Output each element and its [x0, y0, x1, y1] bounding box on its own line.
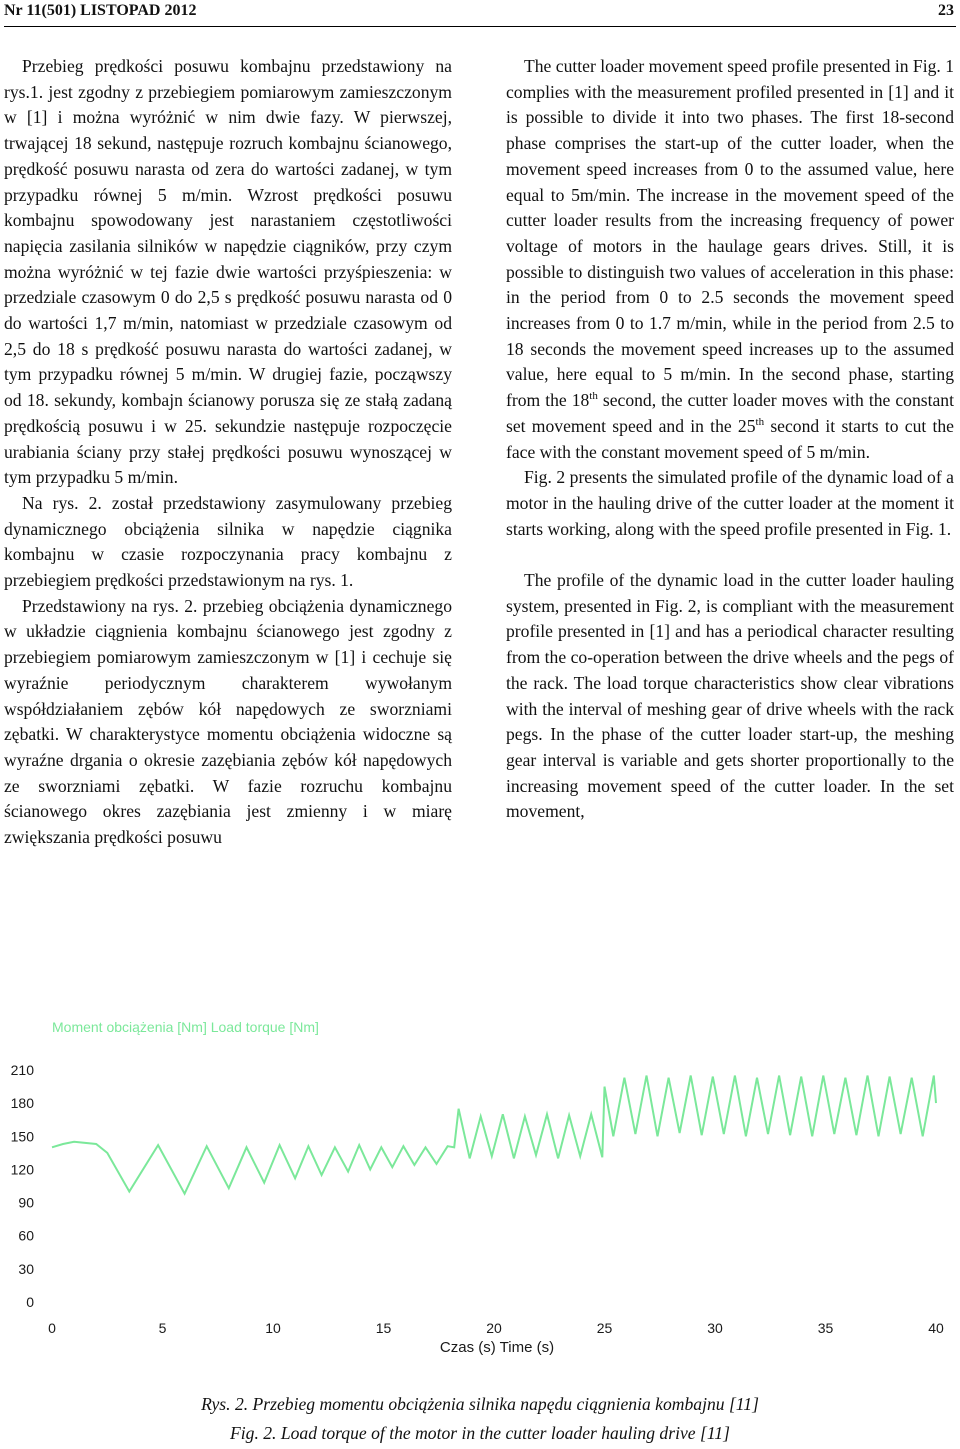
- paragraph-en-1-part-a: The cutter loader movement speed profile presented in Fig. 1 complies with the measurement profiled presented in [1] and it is possible to divide it into two phases. The first 18-second phase comprises the start-up of the cutter loader, when the movement speed increases from 0 to the assumed value, here equal to 5m/min. The increase in the movement speed of the cutter loader results from the increasing frequency of power voltage of motors in the haulage gears drives. Still, it is possible to distinguish two values of acceleration in this phase: in the period from 0 to 2.5 seconds the movement speed increases from 0 to 1.7 m/min, while in the period from 2.5 to 18 seconds the movement speed increases up to the assumed value, here equal to 5 m/min. In the second phase, starting from the 18: [506, 56, 954, 411]
- y-tick-label: 0: [26, 1294, 34, 1310]
- paragraph-pl-3: Przedstawiony na rys. 2. przebieg obciążenia dynamicznego w układzie ciągnienia kombajnu ścianowego jest zgodny z przebiegiem pomiarowym zamieszczonym w [1] i cechuje się wyraźnie periodycznym charakterem wywołanym współdziałaniem zębów kół napędowych ze sworzniami zębatki. W charakterystyce momentu obciążenia widoczne są wyraźne drgania o okresie zazębiania zębów kół napędowych ze sworzniami zębatki. W fazie rozruchu kombajnu ścianowego okres zazębiania jest zmienny i w miarę zwiększania prędkości posuwu: [4, 595, 452, 848]
- y-tick-label: 120: [10, 1161, 34, 1178]
- polish-text-column: [4, 54, 452, 851]
- x-tick-label: 0: [48, 1320, 56, 1336]
- y-tick-label: 90: [18, 1194, 34, 1211]
- chart-legend: Moment obciążenia [Nm] Load torque [Nm]: [52, 1019, 319, 1035]
- y-tick-label: 150: [10, 1128, 34, 1145]
- x-tick-label: 20: [486, 1320, 502, 1336]
- paragraph-en-1: [506, 54, 954, 465]
- y-tick-label: 210: [10, 1062, 34, 1078]
- y-tick-label: 60: [18, 1227, 34, 1244]
- page-number: 23: [938, 2, 954, 19]
- figure-caption-english: Fig. 2. Load torque of the motor in the cutter loader hauling drive [11]: [230, 1423, 730, 1443]
- y-axis-ticks: [11, 1062, 35, 1310]
- paragraph-pl-2: Na rys. 2. został przedstawiony zasymulowany przebieg dynamicznego obciążenia silnika w napędzie ciągnika kombajnu w czasie rozpoczynania pracy kombajnu z przebiegiem prędkości przedstawionym na rys. 1.: [4, 492, 452, 591]
- english-text-column: [506, 54, 954, 825]
- x-axis-ticks: [48, 1320, 944, 1336]
- x-axis-label: Czas (s) Time (s): [439, 1339, 555, 1356]
- paragraph-pl-1: Przebieg prędkości posuwu kombajnu przedstawiony na rys.1. jest zgodny z przebiegiem pomiarowym zamieszczonym w [1] i można wyróżnić w nim dwie fazy. W pierwszej, trwającej 18 sekund, następuje rozruch kombajnu ścianowego, prędkość posuwu narasta od zera do wartości zadanej, w tym przypadku równej 5 m/min. Wzrost prędkości posuwu kombajnu spowodowany jest narastaniem częstotliwości napięcia zasilania silników w napędzie ciągników, przy czym można wyróżnić w tej fazie dwie wartości przyśpieszenia: w przedziale czasowym 0 do 2,5 s prędkość posuwu narasta od 0 do wartości 1,7 m/min, natomiast w przedziale czasowym od 2,5 do 18 s prędkość posuwu narasta do wartości zadanej, w tym przypadku równej 5 m/min. W drugiej fazie, począwszy od 18. sekundy, kombajn ścianowy porusza się ze stałą zadaną prędkością posuwu i w 25. sekundzie następuje rozpoczęcie urabiania ściany przy stałej prędkości posuwu wynoszącej w tym przypadku 5 m/min.: [4, 56, 452, 488]
- paragraph-en-1-part-b: second, the cutter loader moves with the constant set movement speed and in the 25: [506, 390, 954, 436]
- x-tick-label: 40: [928, 1320, 944, 1336]
- load-torque-figure: [0, 1000, 960, 1370]
- figure-caption-polish: Rys. 2. Przebieg momentu obciążenia silnika napędu ciągnienia kombajnu [11]: [201, 1394, 759, 1414]
- paragraph-en-1-part-c: second it starts to cut the face with the constant movement speed of 5 m/min.: [506, 415, 954, 462]
- load-torque-chart: [0, 1000, 960, 1370]
- x-tick-label: 5: [158, 1320, 167, 1336]
- superscript-th-1: th: [589, 390, 598, 403]
- paragraph-en-3: The profile of the dynamic load in the cutter loader hauling system, presented in Fig. 2, is compliant with the measurement profile presented in [1] and has a periodical character resulting from the co-operation between the drive wheels and the pegs of the rack. The load torque characteristics show clear vibrations with the interval of meshing gear of drive wheels with the rack pegs. In the phase of the cutter loader start-up, the meshing gear interval is variable and gets shorter proportionally to the increasing movement speed of the cutter loader. In the set movement,: [506, 570, 954, 822]
- y-tick-label: 180: [10, 1095, 34, 1112]
- x-tick-label: 30: [707, 1320, 723, 1336]
- x-tick-label: 25: [596, 1320, 613, 1336]
- superscript-th-2: th: [755, 415, 765, 428]
- journal-issue: Nr 11(501) LISTOPAD 2012: [4, 2, 197, 19]
- paragraph-en-2: Fig. 2 presents the simulated profile of the dynamic load of a motor in the hauling drive of the cutter loader at the moment it starts working, along with the speed profile presented in Fig. 1.: [506, 467, 954, 539]
- load-torque-line: [52, 1076, 936, 1194]
- running-header: [4, 2, 954, 32]
- x-tick-label: 15: [375, 1320, 392, 1336]
- y-tick-label: 30: [18, 1260, 34, 1277]
- x-tick-label: 35: [817, 1320, 834, 1336]
- x-tick-label: 10: [265, 1320, 281, 1336]
- header-rule: [4, 26, 956, 27]
